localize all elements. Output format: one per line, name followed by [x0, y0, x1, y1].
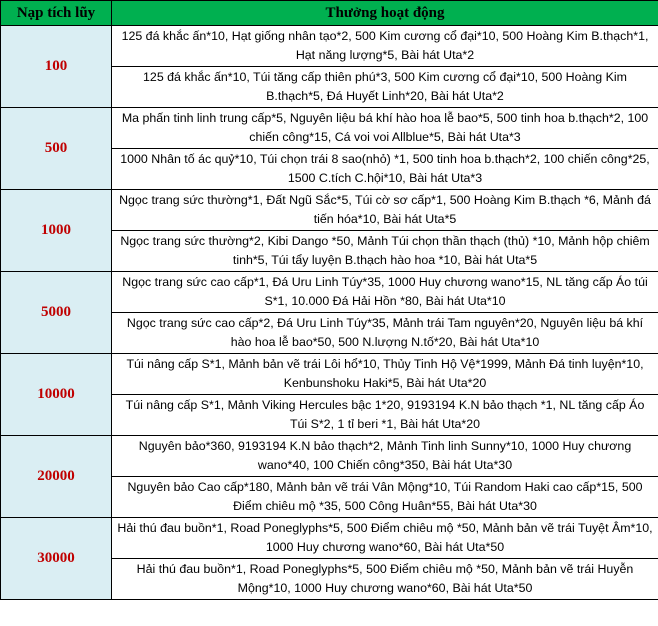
reward-cell: Ngọc trang sức thường*1, Đất Ngũ Sắc*5, Túi cờ sơ cấp*1, 500 Hoàng Kim B.thạch *6, Mảnh đá tiến hóa*10, Bài hát Uta*5: [112, 190, 658, 231]
table-row: [1, 354, 658, 395]
header-activity-reward: Thưởng hoạt động: [112, 1, 658, 26]
reward-cell: Ma phấn tinh linh trung cấp*5, Nguyên liệu bá khí hào hoa lễ bao*5, 500 tinh hoa b.thạch*2, 100 chiến công*15, Cá voi voi Allblue*5, Bài hát Uta*3: [112, 108, 658, 149]
reward-cell: Nguyên bảo*360, 9193194 K.N bảo thạch*2, Mảnh Tinh linh Sunny*10, 1000 Huy chương wano*40, 100 Chiến công*350, Bài hát Uta*30: [112, 436, 658, 477]
reward-cell: 1000 Nhân tố ác quỷ*10, Túi chọn trái 8 sao(nhỏ) *1, 500 tinh hoa b.thạch*2, 100 chiến công*25, 1500 C.tích C.hội*10, Bài hát Uta*3: [112, 149, 658, 190]
table-row: [1, 518, 658, 559]
table-row: [1, 190, 658, 231]
tier-amount: 30000: [1, 518, 112, 600]
reward-cell: Túi nâng cấp S*1, Mảnh Viking Hercules bậc 1*20, 9193194 K.N bảo thạch *1, NL tăng cấp Áo Túi S*2, 1 tỉ beri *1, Bài hát Uta*20: [112, 395, 658, 436]
tier-amount: 1000: [1, 190, 112, 272]
reward-cell: Ngọc trang sức cao cấp*2, Đá Uru Linh Túy*35, Mảnh trái Tam nguyên*20, Nguyên liệu bá khí hào hoa lễ bao*50, 500 N.lượng N.tố*20, Bài hát Uta*10: [112, 313, 658, 354]
reward-cell: Ngọc trang sức thường*2, Kibi Dango *50, Mảnh Túi chọn thần thạch (thủ) *10, Mảnh hộp chiêm tinh*5, Túi tẩy luyện B.thạch hào hoa *10, Bài hát Uta*5: [112, 231, 658, 272]
header-accumulated-topup: Nạp tích lũy: [1, 1, 112, 26]
reward-cell: 125 đá khắc ấn*10, Túi tăng cấp thiên phú*3, 500 Kim cương cổ đại*10, 500 Hoàng Kim B.thạch*5, Đá Huyết Linh*20, Bài hát Uta*2: [112, 67, 658, 108]
tier-amount: 20000: [1, 436, 112, 518]
tier-amount: 100: [1, 26, 112, 108]
reward-cell: 125 đá khắc ấn*10, Hạt giống nhân tạo*2, 500 Kim cương cổ đại*10, 500 Hoàng Kim B.thạch*1, Hạt năng lượng*5, Bài hát Uta*2: [112, 26, 658, 67]
reward-cell: Hải thú đau buồn*1, Road Poneglyphs*5, 500 Điểm chiêu mộ *50, Mảnh bản vẽ trái Huyễn Mộng*10, 1000 Huy chương wano*60, Bài hát Uta*50: [112, 559, 658, 600]
tier-amount: 500: [1, 108, 112, 190]
table-row: [1, 436, 658, 477]
table-row: [1, 272, 658, 313]
reward-cell: Ngọc trang sức cao cấp*1, Đá Uru Linh Túy*35, 1000 Huy chương wano*15, NL tăng cấp Áo túi S*1, 10.000 Đá Hải Hồn *80, Bài hát Uta*10: [112, 272, 658, 313]
table-row: [1, 26, 658, 67]
reward-cell: Túi nâng cấp S*1, Mảnh bản vẽ trái Lôi hổ*10, Thủy Tinh Hộ Vệ*1999, Mảnh Đá tinh luyện*10, Kenbunshoku Haki*5, Bài hát Uta*20: [112, 354, 658, 395]
reward-cell: Nguyên bảo Cao cấp*180, Mảnh bản vẽ trái Vân Mộng*10, Túi Random Haki cao cấp*15, 500 Điểm chiêu mộ *35, 500 Công Huân*55, Bài hát Uta*30: [112, 477, 658, 518]
reward-cell: Hải thú đau buồn*1, Road Poneglyphs*5, 500 Điểm chiêu mộ *50, Mảnh bản vẽ trái Tuyệt Âm*10, 1000 Huy chương wano*60, Bài hát Uta*50: [112, 518, 658, 559]
tier-amount: 5000: [1, 272, 112, 354]
header-row: [1, 1, 658, 26]
tier-amount: 10000: [1, 354, 112, 436]
table-row: [1, 108, 658, 149]
